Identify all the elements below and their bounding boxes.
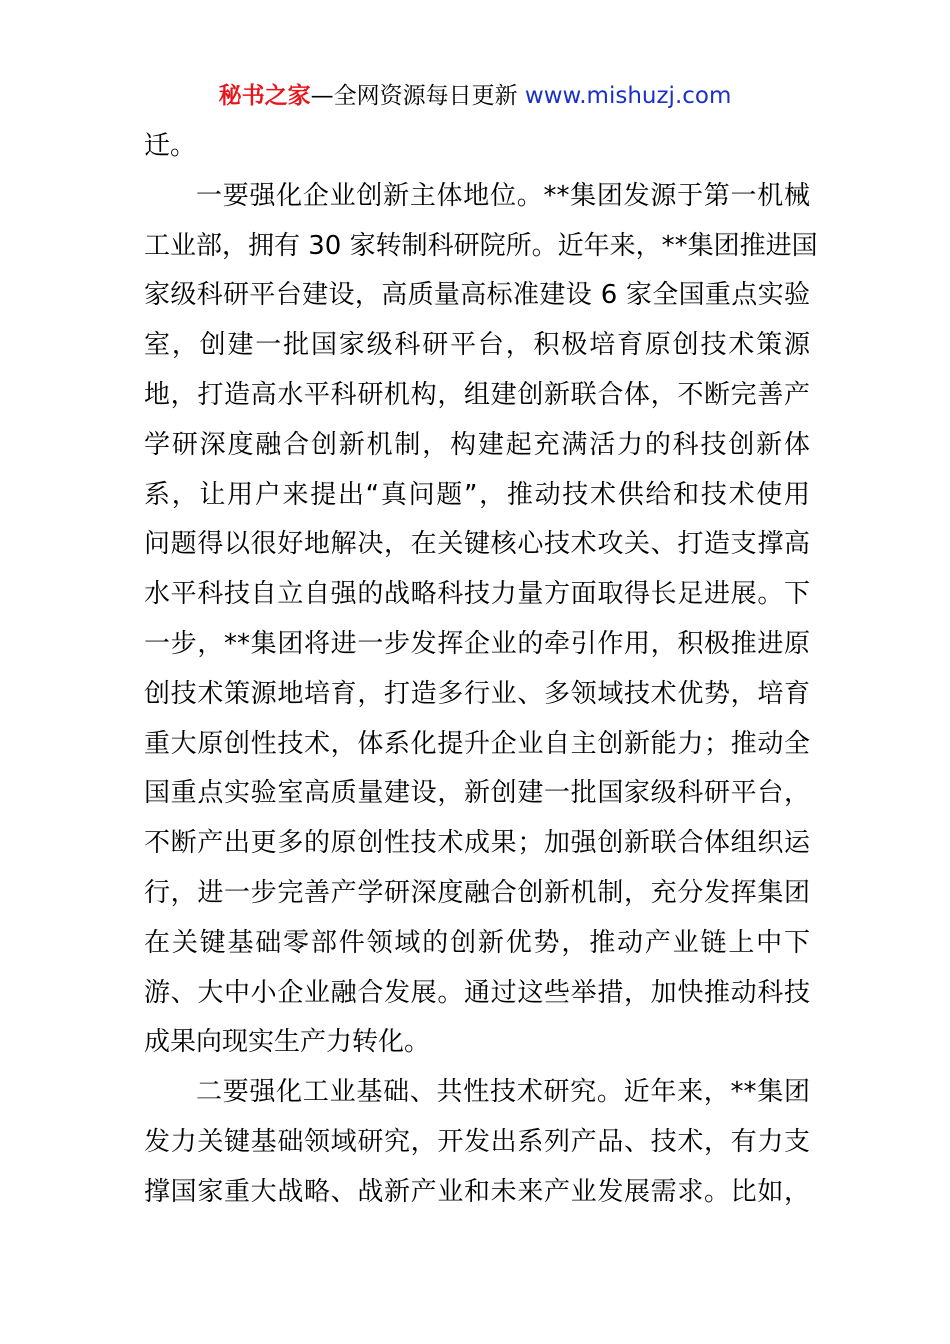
site-url-link[interactable]: www.mishuzj.com: [524, 83, 732, 109]
text-line: 成果向现实生产力转化。: [144, 1027, 431, 1058]
text-line: 系，让用户来提出“真问题”，推动技术供给和技术使用: [144, 479, 810, 510]
text-line: 地，打造高水平科研机构，组建创新联合体，不断完善产: [144, 379, 810, 410]
text-line: 一步，**集团将进一步发挥企业的牵引作用，积极推进原: [144, 628, 810, 659]
brand-name: 秘书之家: [218, 83, 311, 109]
text-line: 创技术策源地培育，打造多行业、多领域技术优势，培育: [144, 678, 810, 709]
text-line: 行，进一步完善产学研深度融合创新机制，充分发挥集团: [144, 877, 810, 908]
text-line: 重大原创性技术，体系化提升企业自主创新能力；推动全: [144, 728, 810, 759]
text-line: 室，创建一批国家级科研平台，积极培育原创技术策源: [144, 330, 810, 361]
text-line: 学研深度融合创新机制，构建起充满活力的科技创新体: [144, 429, 810, 460]
text-line: 工业部，拥有 30 家转制科研院所。近年来，**集团推进国: [144, 230, 818, 261]
header-tagline: —全网资源每日更新: [310, 83, 525, 109]
text-line: 发力关键基础领域研究，开发出系列产品、技术，有力支: [144, 1126, 810, 1157]
text-line: 在关键基础零部件领域的创新优势，推动产业链上中下: [144, 927, 810, 958]
paragraph-first-line: 一要强化企业创新主体地位。**集团发源于第一机械: [196, 180, 810, 211]
document-body: [144, 122, 818, 1218]
text-line: 迁。: [144, 131, 197, 161]
site-header: [0, 80, 950, 112]
text-line: 撑国家重大战略、战新产业和未来产业发展需求。比如，: [144, 1176, 810, 1207]
paragraph-first-line: 二要强化工业基础、共性技术研究。近年来，**集团: [196, 1077, 810, 1108]
text-line: 不断产出更多的原创性技术成果；加强创新联合体组织运: [144, 828, 810, 859]
text-line: 家级科研平台建设，高质量高标准建设 6 家全国重点实验: [144, 280, 810, 311]
text-line: 问题得以很好地解决，在关键核心技术攻关、打造支撑高: [144, 529, 810, 560]
text-line: 国重点实验室高质量建设，新创建一批国家级科研平台，: [144, 778, 810, 809]
text-line: 游、大中小企业融合发展。通过这些举措，加快推动科技: [144, 977, 810, 1008]
text-line: 水平科技自立自强的战略科技力量方面取得长足进展。下: [144, 579, 810, 610]
